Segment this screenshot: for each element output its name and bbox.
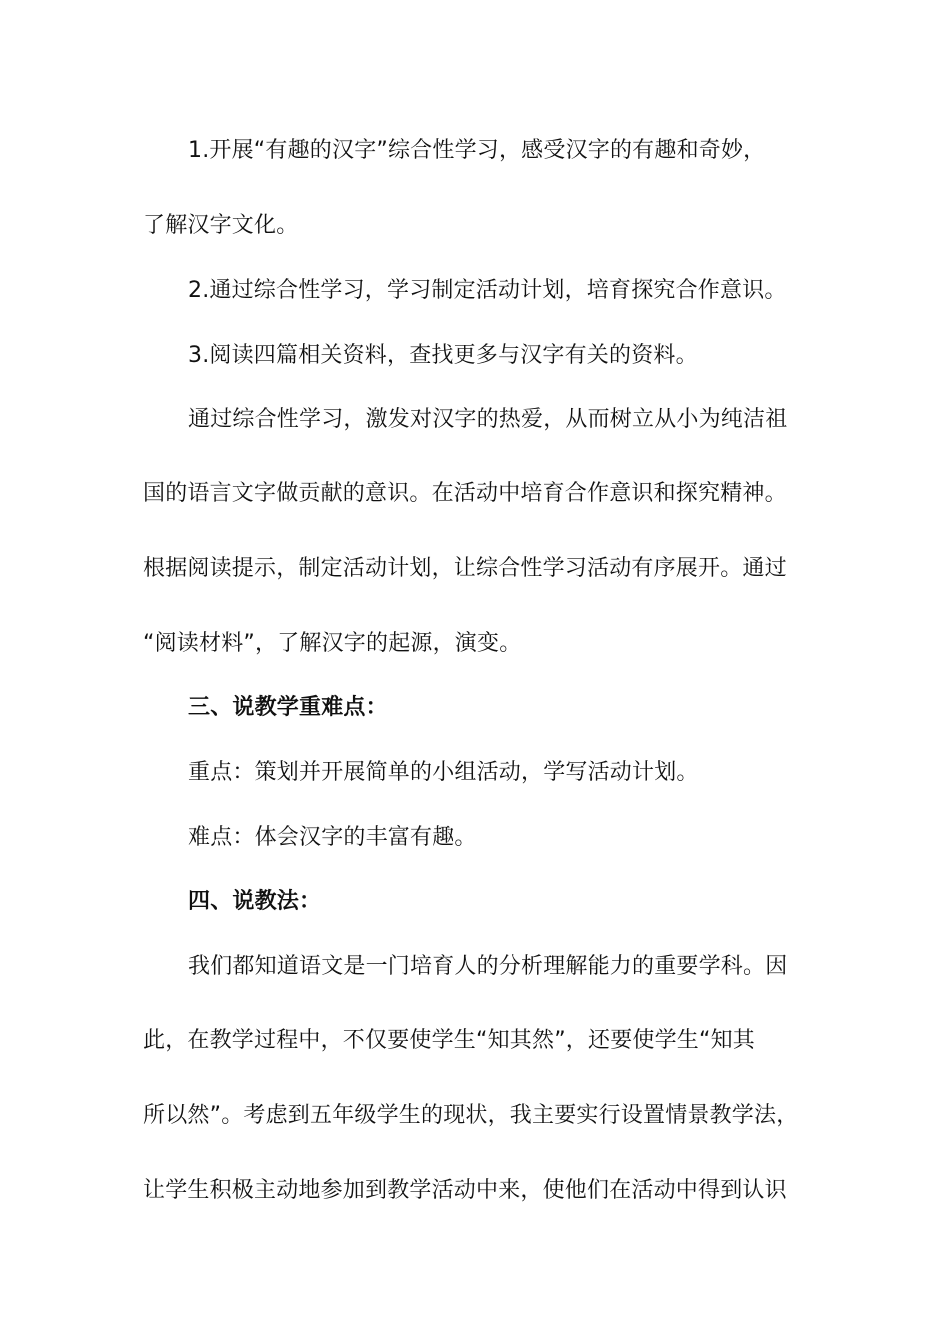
difficult-point: 难点：体会汉字的丰富有趣。 xyxy=(188,825,477,850)
goal-paragraph-line-4: “阅读材料”，了解汉字的起源，演变。 xyxy=(143,631,522,656)
method-paragraph-line-3: 所以然”。考虑到五年级学生的现状，我主要实行设置情景教学法， xyxy=(143,1103,799,1128)
section-heading-teaching-method: 四、说教法： xyxy=(188,889,322,914)
objective-3: 3.阅读四篇相关资料，查找更多与汉字有关的资料。 xyxy=(188,343,698,368)
method-paragraph-line-4: 让学生积极主动地参加到教学活动中来，使他们在活动中得到认识 xyxy=(143,1178,787,1203)
method-paragraph-line-1: 我们都知道语文是一门培育人的分析理解能力的重要学科。因 xyxy=(188,954,788,979)
objective-1-line-2: 了解汉字文化。 xyxy=(143,213,299,238)
goal-paragraph-line-2: 国的语言文字做贡献的意识。在活动中培育合作意识和探究精神。 xyxy=(143,481,787,506)
key-point: 重点：策划并开展简单的小组活动，学写活动计划。 xyxy=(188,760,699,785)
method-paragraph-line-2: 此，在教学过程中，不仅要使学生“知其然”，还要使学生“知其 xyxy=(143,1028,755,1053)
goal-paragraph-line-1: 通过综合性学习，激发对汉字的热爱，从而树立从小为纯洁祖 xyxy=(188,407,788,432)
section-heading-key-points: 三、说教学重难点： xyxy=(188,695,388,720)
objective-2: 2.通过综合性学习，学习制定活动计划，培育探究合作意识。 xyxy=(188,278,787,303)
goal-paragraph-line-3: 根据阅读提示，制定活动计划，让综合性学习活动有序展开。通过 xyxy=(143,556,787,581)
objective-1-line-1: 1.开展“有趣的汉字”综合性学习，感受汉字的有趣和奇妙， xyxy=(188,138,766,163)
